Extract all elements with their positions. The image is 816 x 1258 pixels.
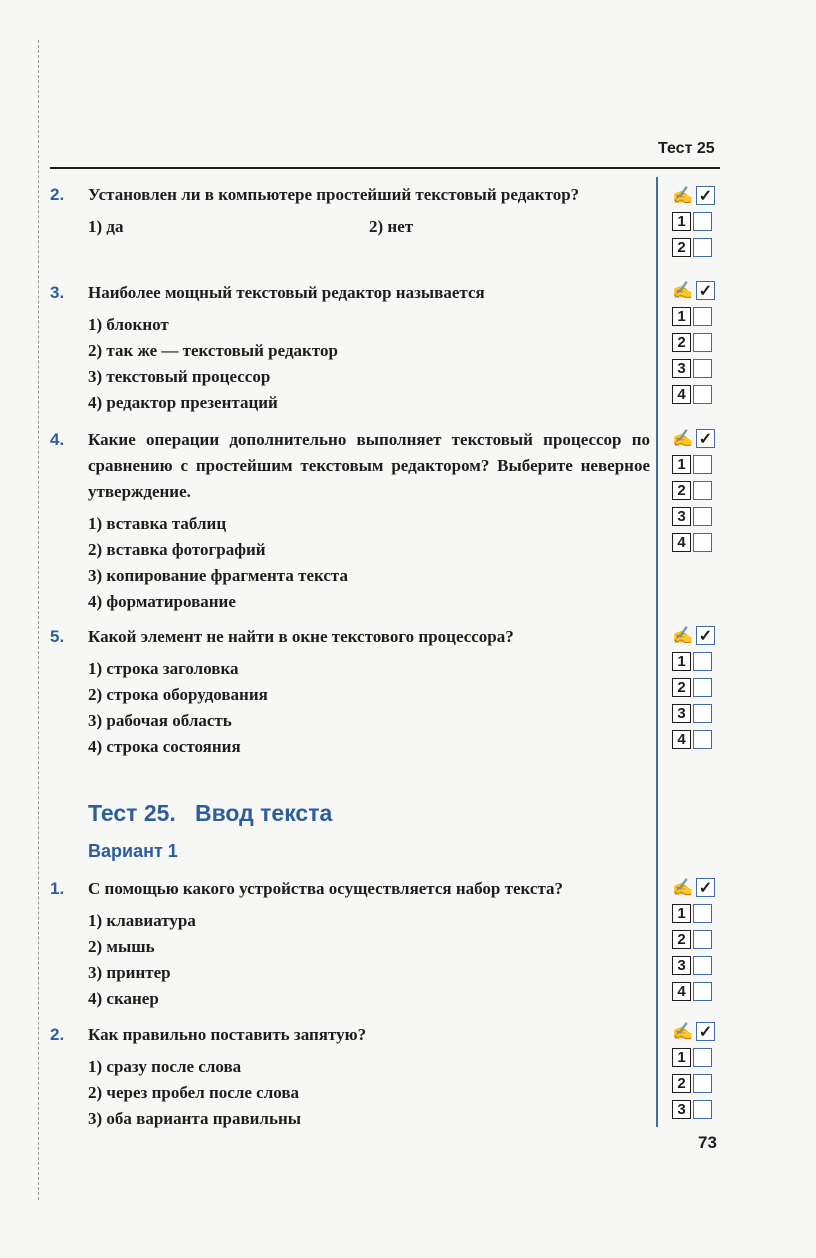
- answer-number: 2: [672, 678, 691, 697]
- header-rule: [50, 167, 720, 169]
- answer-number: 1: [672, 652, 691, 671]
- question-number: 1.: [50, 879, 65, 898]
- answer-number: 1: [672, 212, 691, 231]
- answer-checkbox[interactable]: [693, 1048, 712, 1067]
- answer-number: 3: [672, 1100, 691, 1119]
- option: 3) копирование фрагмента текста: [88, 566, 348, 585]
- option: 3) рабочая область: [88, 711, 232, 730]
- answer-checkbox[interactable]: [693, 333, 712, 352]
- answer-checkbox[interactable]: [693, 385, 712, 404]
- answer-boxes-q4: [672, 429, 717, 559]
- question-number: 4.: [50, 430, 65, 449]
- option: 1) клавиатура: [88, 911, 196, 930]
- page-cut-edge: [38, 40, 39, 1200]
- answer-checkbox[interactable]: [693, 238, 712, 257]
- option: 2) так же — текстовый редактор: [88, 341, 338, 360]
- answer-checkbox[interactable]: [693, 307, 712, 326]
- check-icon: ✓: [696, 1022, 715, 1041]
- option: 2) мышь: [88, 937, 155, 956]
- answer-checkbox[interactable]: [693, 1074, 712, 1093]
- pencil-icon: ✍: [672, 428, 694, 448]
- answer-number: 4: [672, 982, 691, 1001]
- answer-checkbox[interactable]: [693, 930, 712, 949]
- answer-checkbox[interactable]: [693, 455, 712, 474]
- check-icon: ✓: [696, 626, 715, 645]
- option: 1) строка заголовка: [88, 659, 239, 678]
- question-4: [50, 427, 650, 615]
- answer-number: 3: [672, 704, 691, 723]
- question-number: 2.: [50, 1025, 65, 1044]
- answer-number: 2: [672, 238, 691, 257]
- variant-title: Вариант 1: [88, 841, 178, 861]
- option: 3) текстовый процессор: [88, 367, 271, 386]
- answer-number: 4: [672, 385, 691, 404]
- answer-boxes-q2: [672, 186, 717, 264]
- pencil-icon: ✍: [672, 1021, 694, 1041]
- answer-checkbox[interactable]: [693, 982, 712, 1001]
- option: 1) блокнот: [88, 315, 169, 334]
- question-text: Какие операции дополнительно выполняет текстовый процессор по сравнению с простейшим текстовым редактором? Выберите неверное утверждение.: [88, 430, 650, 501]
- answer-number: 2: [672, 1074, 691, 1093]
- running-head: Тест 25: [658, 140, 715, 157]
- question-text: Как правильно поставить запятую?: [88, 1025, 367, 1044]
- answer-number: 2: [672, 481, 691, 500]
- question-3: [50, 280, 650, 416]
- question-text: С помощью какого устройства осуществляется набор текста?: [88, 879, 564, 898]
- answer-checkbox[interactable]: [693, 704, 712, 723]
- answer-number: 3: [672, 956, 691, 975]
- answer-checkbox[interactable]: [693, 1100, 712, 1119]
- answer-checkbox[interactable]: [693, 904, 712, 923]
- answer-boxes-q3: [672, 281, 717, 411]
- answer-number: 1: [672, 1048, 691, 1067]
- option: 4) сканер: [88, 989, 159, 1008]
- question-text: Установлен ли в компьютере простейший текстовый редактор?: [88, 185, 580, 204]
- answer-checkbox[interactable]: [693, 956, 712, 975]
- pencil-icon: ✍: [672, 625, 694, 645]
- option: 3) принтер: [88, 963, 171, 982]
- option: 4) форматирование: [88, 592, 236, 611]
- option: 4) редактор презентаций: [88, 393, 278, 412]
- answer-number: 1: [672, 455, 691, 474]
- option: 3) оба варианта правильны: [88, 1109, 302, 1128]
- check-icon: ✓: [696, 281, 715, 300]
- answer-checkbox[interactable]: [693, 359, 712, 378]
- answer-checkbox[interactable]: [693, 652, 712, 671]
- option: 2) вставка фотографий: [88, 540, 266, 559]
- question-number: 5.: [50, 627, 65, 646]
- pencil-icon: ✍: [672, 280, 694, 300]
- answer-number: 2: [672, 930, 691, 949]
- question-number: 2.: [50, 185, 65, 204]
- answer-boxes-q5: [672, 626, 717, 756]
- answer-number: 2: [672, 333, 691, 352]
- answer-number: 4: [672, 730, 691, 749]
- question-2: [50, 182, 650, 240]
- answer-checkbox[interactable]: [693, 533, 712, 552]
- option: 2) строка оборудования: [88, 685, 268, 704]
- option: 1) вставка таблиц: [88, 514, 227, 533]
- question-text: Наиболее мощный текстовый редактор называется: [88, 283, 485, 302]
- answer-number: 3: [672, 507, 691, 526]
- pencil-icon: ✍: [672, 185, 694, 205]
- option: 4) строка состояния: [88, 737, 241, 756]
- answer-boxes-v1-q1: [672, 878, 717, 1008]
- answer-checkbox[interactable]: [693, 481, 712, 500]
- answer-number: 3: [672, 359, 691, 378]
- answer-checkbox[interactable]: [693, 507, 712, 526]
- answer-number: 4: [672, 533, 691, 552]
- check-icon: ✓: [696, 878, 715, 897]
- option: 2) через пробел после слова: [88, 1083, 299, 1102]
- test-title: Тест 25. Ввод текста: [88, 800, 333, 826]
- answer-checkbox[interactable]: [693, 730, 712, 749]
- answer-number: 1: [672, 904, 691, 923]
- emphasis: неверное: [580, 456, 650, 475]
- check-icon: ✓: [696, 429, 715, 448]
- question-1-variant: [50, 876, 650, 1012]
- answer-number: 1: [672, 307, 691, 326]
- option: 2) нет: [369, 217, 414, 236]
- question-5: [50, 624, 650, 760]
- question-text: Какой элемент не найти в окне текстового процессора?: [88, 627, 514, 646]
- emphasis: не: [206, 627, 224, 646]
- answer-checkbox[interactable]: [693, 678, 712, 697]
- question-2-variant: [50, 1022, 650, 1132]
- page-number: 73: [698, 1133, 717, 1152]
- answer-column-rule: [656, 177, 658, 1127]
- question-number: 3.: [50, 283, 65, 302]
- pencil-icon: ✍: [672, 877, 694, 897]
- check-icon: ✓: [696, 186, 715, 205]
- answer-boxes-v1-q2: [672, 1022, 717, 1126]
- option: 1) да: [88, 217, 124, 236]
- answer-checkbox[interactable]: [693, 212, 712, 231]
- option: 1) сразу после слова: [88, 1057, 242, 1076]
